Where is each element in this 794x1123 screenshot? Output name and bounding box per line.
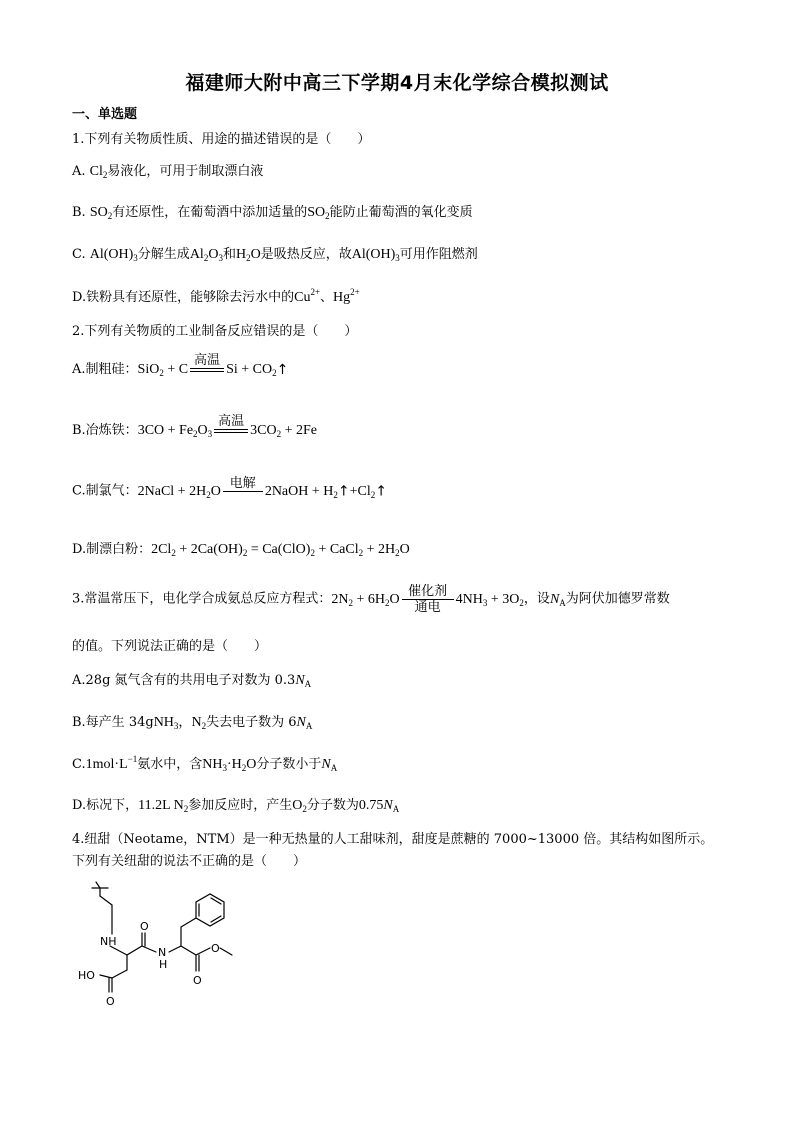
carboxyl-oxygen-label: O [106,995,115,1008]
question-4-stem: 4.纽甜（Neotame，NTM）是一种无热量的人工甜味剂，甜度是蔗糖的 7000~13000 倍。其结构如图所示。 [72,832,714,847]
q1-option-a: A. $Cl_2$易液化，可用于制取漂白液 [72,164,264,180]
ester-oxygen-label: O [211,942,220,955]
question-2-stem: 2.下列有关物质的工业制备反应错误的是（ ） [72,324,358,339]
q3-option-a: A.28g 氮气含有的共用电子对数为 $0.3N_A$ [72,673,312,689]
question-1-stem: 1.下列有关物质性质、用途的描述错误的是（ ） [72,132,371,147]
question-4-stem-cont: 下列有关纽甜的说法不正确的是（ ） [72,854,307,869]
amide-n-label: N [158,946,167,959]
q3-option-b: B.每产生 34gNH$_3$，$N_2$失去电子数为 $6N_A$ [72,715,313,731]
q2-option-d: D.制漂白粉：$2Cl_2 + 2Ca(OH)_2 = Ca(ClO)_2$ + CaCl$_2$ + $2H_2O$ [72,542,410,558]
q2-option-b: B.冶炼铁：$3CO + Fe_2O_3$ 高温 $3CO_2 + 2Fe$ [72,414,318,439]
question-3-stem: 3.常温常压下，电化学合成氨总反应方程式：$2N_2 + 6H_2O$ 催化剂 通电 $4NH_3 + 3O_2$，设$N_A$为阿伏加德罗常数 [72,584,670,615]
page-title: 福建师大附中高三下学期4月末化学综合模拟测试 [185,72,609,94]
question-3-stem-cont: 的值。下列说法正确的是（ ） [72,639,268,654]
amide-oxygen-label: O [140,920,149,933]
section-heading: 一、单选题 [72,107,138,122]
amide-h-label: H [159,958,168,971]
q1-option-c: C. $Al(OH)_3$分解生成$Al_2O_3$和$H_2O$是吸热反应，故$Al(OH)_3$可用作阻燃剂 [72,247,478,263]
hydroxyl-label: HO [78,969,95,982]
q3-option-d: D.标况下，11.2L $N_2$参加反应时，产生$O_2$分子数为$0.75N_A$ [72,798,400,814]
nh-label: NH [100,935,117,948]
q2-option-a: A.制粗硅：SiO$_2$ + C 高温 $Si + CO_2↑$ [72,353,289,378]
q1-option-d: D.铁粉具有还原性，能够除去污水中的$Cu^{2+}$、$Hg^{2+}$ [72,287,360,305]
ester-carbonyl-oxygen-label: O [193,974,202,987]
q1-option-b: B. $SO_2$有还原性，在葡萄酒中添加适量的$SO_2$能防止葡萄酒的氧化变质 [72,205,473,221]
q2-option-c: C.制氯气：2NaCl + $2H_2O$ 电解 2NaOH + $H_2↑+Cl_2↑$ [72,476,387,500]
q3-option-c: $C.1mol\cdot L^{-1}$氨水中，含$NH_3\cdot H_2O$分子数小于$N_A$ [72,754,338,773]
neotame-structure-diagram [70,872,250,1022]
